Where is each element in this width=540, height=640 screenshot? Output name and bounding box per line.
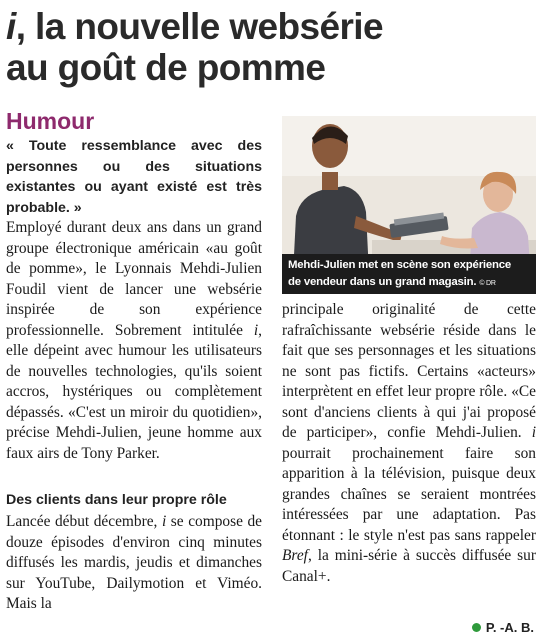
article-photo [282,116,536,294]
caption-line2: de vendeur dans un grand magasin. [288,276,477,288]
body-paragraph-3 [282,300,536,587]
author-signature [472,620,534,636]
signature-text: P. -A. B. [485,620,534,635]
body-text: , elle dépeint avec humour les utilisateurs de nouvelles technologies, qu'ils soient accros, hystériques ou complètement dépassés. «C'est un miroir du quotidien», précise Mehdi-Julien, jeune homme aux faux airs de Tony Parker. [6,321,262,462]
headline-title-italic: i [6,6,16,47]
series-title-italic: i [161,513,167,530]
right-column [282,300,536,587]
body-paragraph-2 [6,512,262,615]
series-title-italic: i [531,424,536,441]
rubric-label: Humour [6,108,95,134]
bref-title-italic: Bref [282,547,308,564]
body-paragraph-1 [6,218,262,464]
body-text: se compose de douze épisodes d'environ cinq minutes diffusés les mardis, jeudis et dimanches sur YouTube, Dailymotion et Viméo. Mais la [6,513,262,612]
headline [6,6,536,88]
photo-credit: © DR [479,280,496,287]
subheading: Des clients dans leur propre rôle [6,492,227,508]
headline-line1 [6,6,383,47]
body-text: Employé durant deux ans dans un grand groupe électronique américain «au goût de pomme», le Lyonnais Mehdi-Julien Foudil vient de lancer une websérie inspirée de son expérience professionnelle. Sobrement intitulée [6,219,262,339]
headline-line2: au goût de pomme [6,47,326,88]
caption-line1: Mehdi-Julien met en scène son expérience [288,259,512,271]
photo-caption [282,254,536,294]
headline-line1-rest: , la nouvelle websérie [15,6,383,47]
body-text: Lancée début décembre, [6,513,162,530]
body-text: , la mini-série à succès diffusée sur Canal+. [282,547,536,585]
left-column [6,136,262,615]
body-text: principale originalité de cette rafraîchissante websérie réside dans le fait que ses personnages et les situations ne sont pas fictifs. Certains «acteurs» interprètent en effet leur propre rôle. «Ce sont d'anciens clients à qui j'ai proposé de participer», confie Mehdi-Julien. [282,301,536,441]
signature-dot-icon [472,623,481,632]
intro-quote: « Toute ressemblance avec des personnes ou des situations existantes ou ayant existé est très probable. » [6,138,262,216]
series-title-italic: i [253,321,259,339]
body-text: pourrait prochainement faire son apparition à la télévision, puisque deux grandes chaînes se seraient montrées intéressées par une adaptation. Pas étonnant : le style n'est pas sans rappeler [282,444,536,544]
